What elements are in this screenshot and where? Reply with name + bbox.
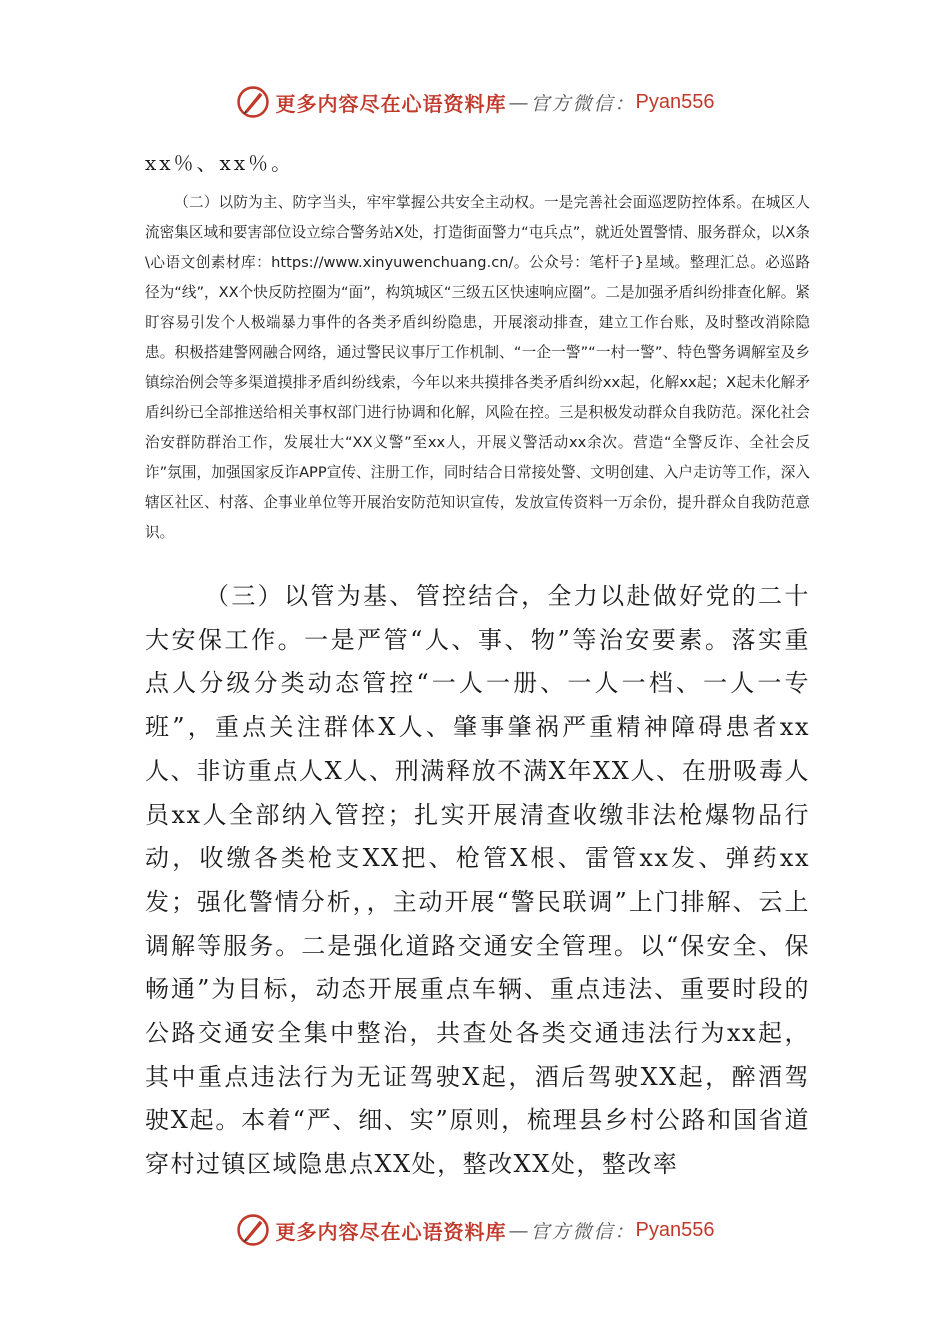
header-banner	[0, 82, 950, 122]
section-three-paragraph: （三）以管为基、管控结合，全力以赴做好党的二十大安保工作。一是严管“人、事、物”等治安要素。落实重点人分级分类动态管控“一人一册、一人一档、一人一专班”，重点关注群体X人、肇事肇祸严重精神障碍患者xx人、非访重点人X人、刑满释放不满X年XX人、在册吸毒人员xx人全部纳入管控；扎实开展清查收缴非法枪爆物品行动，收缴各类枪支XX把、枪管X根、雷管xx发、弹药xx发；强化警情分析，，主动开展“警民联调”上门排解、云上调解等服务。二是强化道路交通安全管理。以“保安全、保畅通”为目标，动态开展重点车辆、重点违法、重要时段的公路交通安全集中整治，共查处各类交通违法行为xx起，其中重点违法行为无证驾驶X起，酒后驾驶XX起，醉酒驾驶X起。本着“严、细、实”原则，梳理县乡村公路和国省道穿村过镇区域隐患点XX处，整改XX处，整改率	[145, 582, 810, 1179]
footer-wechat-label: 官方微信：	[530, 1220, 636, 1243]
header-wechat-label: 官方微信：	[530, 92, 636, 115]
header-wechat-id: Pyan556	[635, 90, 715, 113]
footer-banner	[0, 1210, 950, 1250]
continued-line: xx％、xx％。	[145, 151, 295, 175]
quill-logo-icon	[236, 1213, 270, 1247]
footer-wechat-id: Pyan556	[635, 1218, 715, 1241]
header-brand-text: 更多内容尽在心语资料库	[275, 91, 507, 116]
section-two-paragraph: （二）以防为主、防字当头，牢牢掌握公共安全主动权。一是完善社会面巡逻防控体系。在城区人流密集区域和要害部位设立综合警务站X处，打造街面警力“屯兵点”，就近处置警情、服务群众，以X条\心语文创素材库：https://www.xinyuwenchuang.cn/。公众号：笔杆子}星域。整理汇总。必巡路径为“线”，XX个快反防控圈为“面”，构筑城区“三级五区快速响应圈”。二是加强矛盾纠纷排查化解。紧盯容易引发个人极端暴力事件的各类矛盾纠纷隐患，开展滚动排查，建立工作台账，及时整改消除隐患。积极搭建警网融合网络，通过警民议事厅工作机制、“一企一警”“一村一警”、特色警务调解室及乡镇综治例会等多渠道摸排矛盾纠纷线索，今年以来共摸排各类矛盾纠纷xx起，化解xx起；X起未化解矛盾纠纷已全部推送给相关事权部门进行协调和化解，风险在控。三是积极发动群众自我防范。深化社会治安群防群治工作，发展壮大“XX义警”至xx人，开展义警活动xx余次。营造“全警反诈、全社会反诈”氛围，加强国家反诈APP宣传、注册工作，同时结合日常接处警、文明创建、入户走访等工作，深入辖区社区、村落、企事业单位等开展治安防范知识宣传，发放宣传资料一万余份，提升群众自我防范意识。	[145, 194, 810, 541]
header-dash: —	[508, 90, 529, 114]
footer-brand-text: 更多内容尽在心语资料库	[275, 1219, 507, 1244]
quill-logo-icon	[236, 85, 270, 119]
footer-dash: —	[508, 1218, 529, 1242]
